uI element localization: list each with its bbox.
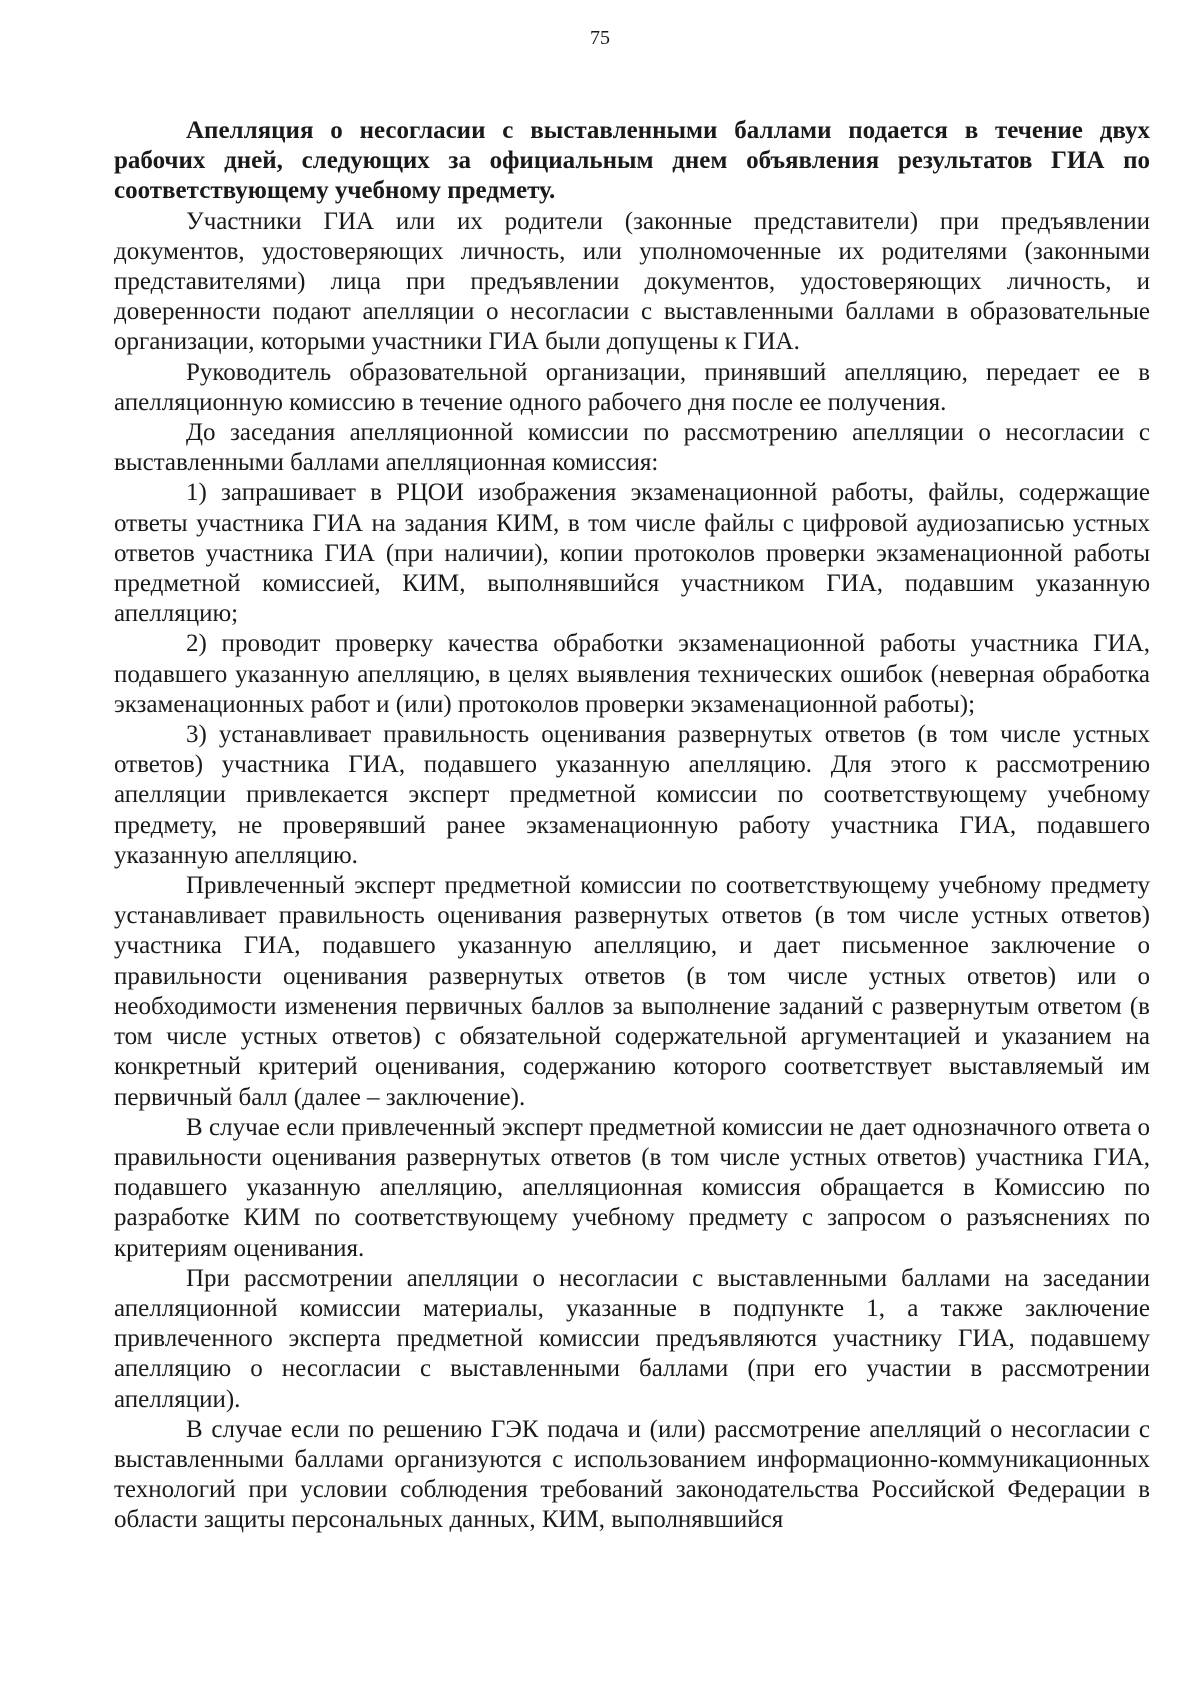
- document-body: [114, 116, 1150, 1536]
- list-item-3: 3) устанавливает правильность оценивания развернутых ответов (в том числе устных ответов) участника ГИА, подавшего указанную апелляцию. Для этого к рассмотрению апелляции привлекается эксперт предметной комиссии по соответствующему учебному предмету, не проверявший ранее экзаменационную работу участника ГИА, подавшего указанную апелляцию.: [114, 721, 1150, 869]
- paragraph-materials-presented: При рассмотрении апелляции о несогласии с выставленными баллами на заседании апелляционной комиссии материалы, указанные в подпункте 1, а также заключение привлеченного эксперта предметной комиссии предъявляются участнику ГИА, подавшему апелляцию о несогласии с выставленными баллами (при его участии в рассмотрении апелляции).: [114, 1264, 1150, 1413]
- paragraph-before-meeting: До заседания апелляционной комиссии по рассмотрению апелляции о несогласии с выставленными баллами апелляционная комиссия:: [114, 419, 1150, 477]
- list-item-1: 1) запрашивает в РЦОИ изображения экзаменационной работы, файлы, содержащие ответы участника ГИА на задания КИМ, в том числе файлы с цифровой аудиозаписью устных ответов участника ГИА (при наличии), копии протоколов проверки экзаменационной работы предметной комиссией, КИМ, выполнявшийся участником ГИА, подавшим указанную апелляцию;: [114, 479, 1150, 628]
- paragraph-appeal-submission: Участники ГИА или их родители (законные представители) при предъявлении документов, удостоверяющих личность, или уполномоченные их родителями (законными представителями) лица при предъявлении документов, удостоверяющих личность, и доверенности подают апелляции о несогласии с выставленными баллами в образовательные организации, которыми участники ГИА были допущены к ГИА.: [114, 207, 1150, 356]
- paragraph-appeal-deadline: Апелляция о несогласии с выставленными баллами подается в течение двух рабочих дней, следующих за официальным днем объявления результатов ГИА по соответствующему учебному предмету.: [114, 117, 1150, 205]
- paragraph-expert-unclear: В случае если привлеченный эксперт предметной комиссии не дает однозначного ответа о правильности оценивания развернутых ответов (в том числе устных ответов) участника ГИА, подавшего указанную апелляцию, апелляционная комиссия обращается в Комиссию по разработке КИМ по соответствующему учебному предмету с запросом о разъяснениях по критериям оценивания.: [114, 1113, 1150, 1262]
- page-number: 75: [590, 27, 610, 49]
- list-item-2: 2) проводит проверку качества обработки экзаменационной работы участника ГИА, подавшего указанную апелляцию, в целях выявления технических ошибок (неверная обработка экзаменационных работ и (или) протоколов проверки экзаменационной работы);: [114, 630, 1150, 718]
- paragraph-ict-appeals: В случае если по решению ГЭК подача и (или) рассмотрение апелляций о несогласии с выставленными баллами организуются с использованием информационно-коммуникационных технологий при условии соблюдения требований законодательства Российской Федерации в области защиты персональных данных, КИМ, выполнявшийся: [114, 1415, 1150, 1534]
- paragraph-expert-conclusion: Привлеченный эксперт предметной комиссии по соответствующему учебному предмету устанавливает правильность оценивания развернутых ответов (в том числе устных ответов) участника ГИА, подавшего указанную апелляцию, и дает письменное заключение о правильности оценивания развернутых ответов (в том числе устных ответов) или о необходимости изменения первичных баллов за выполнение заданий с развернутым ответом (в том числе устных ответов) с обязательной содержательной аргументацией и указанием на конкретный критерий оценивания, содержанию которого соответствует выставляемый им первичный балл (далее – заключение).: [114, 872, 1150, 1111]
- paragraph-head-transfer: Руководитель образовательной организации, принявший апелляцию, передает ее в апелляционную комиссию в течение одного рабочего дня после ее получения.: [114, 358, 1150, 416]
